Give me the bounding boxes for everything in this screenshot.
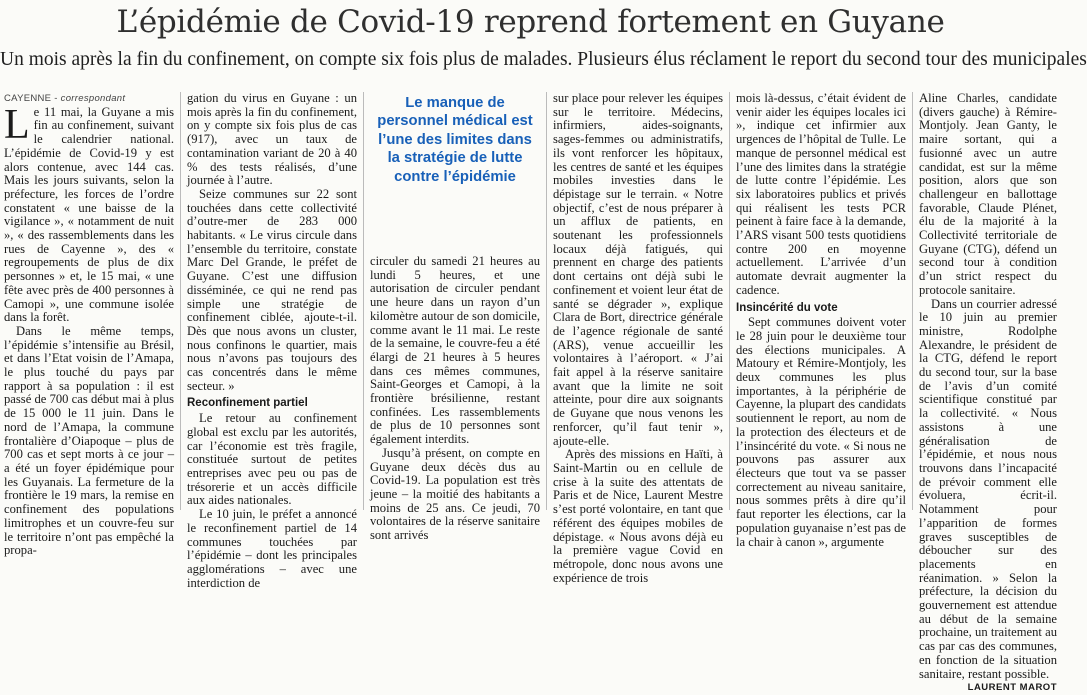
section-heading: Reconfinement partiel	[187, 397, 308, 410]
paragraph: Aline Charles, candidate (divers gauche) à Rémire-Montjoly. Jean Ganty, le maire sortant, qui a fusionné avec un autre candidat, est sur la même position, alors que son challengeur en ballottage favorable, Claude Plénet, élu de la majorité à la Collectivité territoriale de Guyane (CTG), défend un second tour à condition d’un strict respect du protocole sanitaire.	[919, 91, 1057, 297]
section-heading: Insincérité du vote	[736, 301, 838, 314]
paragraph: Dans le même temps, l’épidémie s’intensifie au Brésil, et dans l’Etat voisin de l’Amapa, le plus touché du pays par rapport à sa population : il est passé de 700 cas début mai à plus de 15 000 le 11 juin. Dans le nord de l’Amapa, la commune frontalière d’Oiapoque – plus de 700 cas et sept morts à ce jour – a été un foyer épidémique pour les Guyanais. La fermeture de la frontière le 19 mars, la remise en confinement des populations limitrophes et un couvre-feu sur le territoire n’ont pas empêché la propa-	[4, 323, 174, 558]
article-column-4	[553, 91, 723, 585]
article-column-3	[370, 254, 540, 543]
dateline-place: CAYENNE	[4, 93, 52, 104]
column-divider	[546, 92, 547, 510]
article-column-1	[4, 92, 174, 558]
dateline: CAYENNE - correspondant	[4, 93, 126, 104]
paragraph: Sept communes doivent voter le 28 juin pour le deuxième tour des élections municipales. A Matoury et Rémire-Montjoly, les deux communes les plus importantes, à la périphérie de Cayenne, la plupart des candidats soutiennent le report, au nom de la protection des électeurs et de l’insincérité du vote. « Si nous ne pouvons pas assurer aux électeurs que tout va se passer correctement au niveau sanitaire, nous sommes prêts à dire qu’il faut reporter les élections, car la population guyanaise n’est pas de la chair à canon », argumente	[736, 315, 906, 549]
paragraph: mois là-dessus, c’était évident de venir aider les équipes locales ici », indique cet infirmier aux urgences de l’hôpital de Tulle. Le manque de personnel médical est l’une des limites dans la stratégie de lutte contre l’épidémie. Les six laboratoires publics et privés qui réalisent les tests PCR peinent à faire face à la demande, l’ARS visant 500 tests quotidiens contre 200 en moyenne actuellement. L’arrivée d’un automate devrait augmenter la cadence.	[736, 91, 906, 297]
paragraph: Après des missions en Haïti, à Saint-Martin ou en cellule de crise à la suite des attentats de Paris et de Nice, Laurent Mestre s’est porté volontaire, en tant que référent des équipes mobiles de dépistage. « Nous avons déjà eu la première vague Covid en métropole, donc nous avons une expérience de trois	[553, 447, 723, 585]
column-divider	[729, 92, 730, 510]
dateline-role: correspondant	[60, 93, 126, 104]
pull-quote: Le manque de personnel médical est l’une des limites dans la stratégie de lutte contre l’épidémie	[377, 95, 533, 185]
paragraph: Seize communes sur 22 sont touchées dans cette collectivité d’outre-mer de 283 000 habitants. « Le virus circule dans l’ensemble du territoire, constate Marc Del Grande, le préfet de Guyane. C’est une diffusion disséminée, ce qui ne rend pas simple une stratégie de confinement ciblée, ajoute-t-il. Dès que nous avons un cluster, nous confinons le quartier, mais nous n’avons pas toujours des cas concentrés dans le même secteur. »	[187, 186, 357, 393]
paragraph: Jusqu’à présent, on compte en Guyane deux décès dus au Covid-19. La population est très jeune – la moitié des habitants a moins de 25 ans. Ce jeudi, 70 volontaires de la réserve sanitaire sont arrivés	[370, 445, 540, 543]
column-divider	[912, 92, 913, 510]
drop-cap: L	[4, 101, 30, 148]
paragraph: Le 11 mai, la Guyane a mis fin au confinement, suivant le calendrier national. L’épidémie de Covid-19 y est alors contenue, avec 144 cas. Mais les jours suivants, selon la préfecture, les forces de l’ordre constatent « une baisse de la vigilance », « notamment de nuit », « des rassemblements dans les rues de Cayenne », des « regroupements de plus de dix personnes » et, le 15 mai, « une fête avec près de 400 personnes à Camopi », une commune isolée dans la forêt.	[4, 101, 174, 325]
headline: L’épidémie de Covid-19 reprend fortement en Guyane	[116, 4, 945, 40]
paragraph: circuler du samedi 21 heures au lundi 5 heures, et une autorisation de circuler pendant une heure dans un rayon d’un kilomètre autour de son domicile, comme avant le 11 mai. Le reste de la semaine, le couvre-feu a été élargi de 21 heures à 5 heures dans ces mêmes communes, Saint-Georges et Camopi, à la frontière brésilienne, restant confinées. Les rassemblements de plus de 10 personnes sont également interdits.	[370, 254, 540, 447]
paragraph: gation du virus en Guyane : un mois après la fin du confinement, on y compte six fois plus de cas (917), avec un taux de contamination variant de 20 à 40 % des tests réalisés, d’une journée à l’autre.	[187, 91, 357, 188]
subheadline: Un mois après la fin du confinement, on compte six fois plus de malades. Plusieurs élus réclament le report du second tour des municipales	[0, 49, 1087, 70]
article-column-6	[919, 91, 1057, 694]
column-divider	[363, 92, 364, 510]
paragraph: sur place pour relever les équipes sur le territoire. Médecins, infirmiers, aides-soignants, sages-femmes ou administratifs, ils vont renforcer les hôpitaux, les centres de santé et les équipes mobiles investies dans le dépistage sur le terrain. « Notre objectif, c’est de nous préparer à un afflux de patients, en soutenant les professionnels locaux déjà fatigués, qui prennent en charge des patients dont certains ont déjà subi le confinement et voient leur état de santé se dégrader », explique Clara de Bort, directrice générale de l’agence régionale de santé (ARS), venue accueillir les volontaires à l’aéroport. « J’ai fait appel à la réserve sanitaire avant que la limite ne soit atteinte, pour dire aux soignants de Guyane que nous venons les renforcer, qu’il faut tenir », ajoute-elle.	[553, 91, 723, 448]
paragraph: Dans un courrier adressé le 10 juin au premier ministre, Rodolphe Alexandre, le président de la CTG, défend le report du second tour, sur la base de l’avis d’un comité scientifique constitué par la collectivité. « Nous assistons à une généralisation de l’épidémie, et nous nous trouvons dans l’incapacité de prévoir comment elle évoluera, écrit-il. Notamment pour l’apparition de formes graves susceptibles de déboucher sur des placements en réanimation. » Selon la préfecture, la décision du gouvernement est attendue au début de la semaine prochaine, un traitement au cas par cas des communes, en fonction de la situation sanitaire, restant possible.	[919, 296, 1057, 681]
article-column-5	[736, 91, 906, 549]
paragraph: Le 10 juin, le préfet a annoncé le reconfinement partiel de 14 communes touchées par l’épidémie – dont les principales agglomérations – avec une interdiction de	[187, 507, 357, 590]
column-divider	[180, 92, 181, 510]
author-signature: LAURENT MAROT	[967, 682, 1057, 694]
article-column-2	[187, 91, 357, 590]
paragraph: Le retour au confinement global est exclu par les autorités, car l’économie est très fragile, constituée surtout de petites entreprises avec peu ou pas de trésorerie et un accès difficile aux aides nationales.	[187, 411, 357, 508]
